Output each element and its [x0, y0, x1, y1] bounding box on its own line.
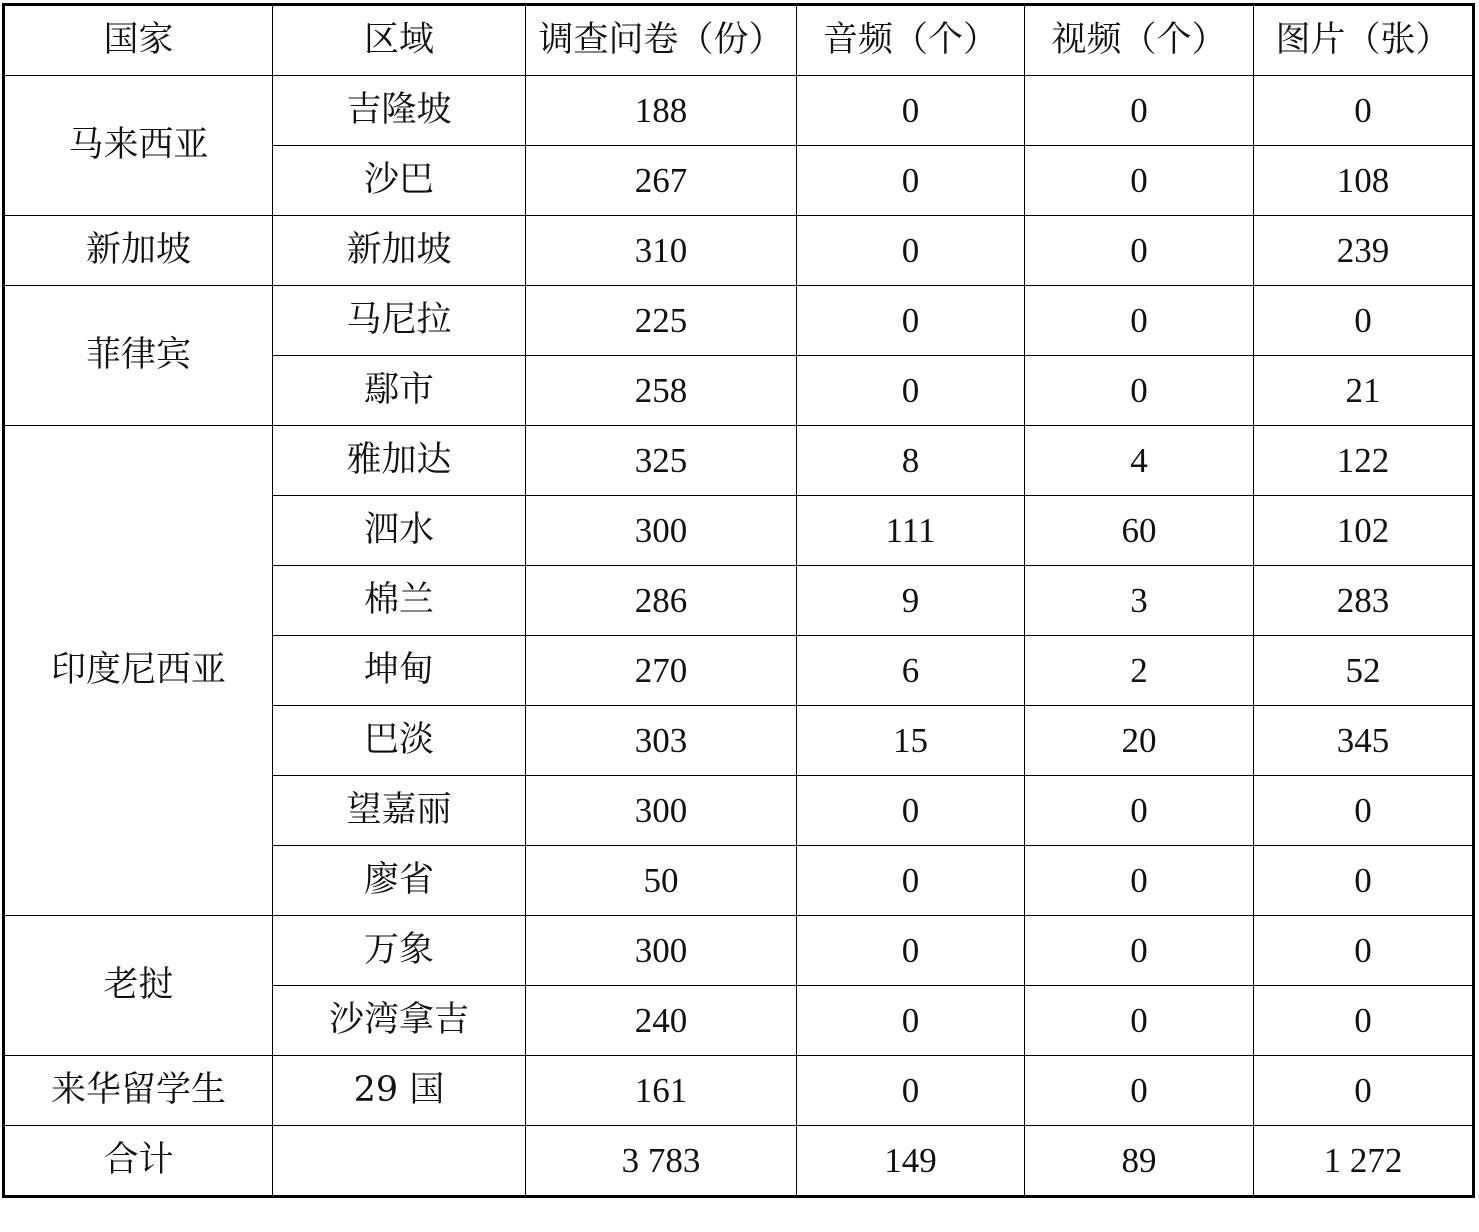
- surveys-cell: 50: [526, 846, 797, 916]
- surveys-cell: 161: [526, 1056, 797, 1126]
- video-cell: 20: [1025, 706, 1254, 776]
- region-cell: 吉隆坡: [273, 76, 526, 146]
- region-cell: 马尼拉: [273, 286, 526, 356]
- audio-cell: 0: [797, 846, 1025, 916]
- audio-cell: 0: [797, 286, 1025, 356]
- table-row: [4, 1056, 1474, 1126]
- surveys-cell: 303: [526, 706, 797, 776]
- images-cell: 0: [1254, 76, 1474, 146]
- survey-data-table-container: [2, 3, 1475, 1198]
- video-cell: 0: [1025, 146, 1254, 216]
- audio-cell: 15: [797, 706, 1025, 776]
- video-cell: 0: [1025, 916, 1254, 986]
- surveys-cell: 225: [526, 286, 797, 356]
- images-cell: 102: [1254, 496, 1474, 566]
- country-cell: 来华留学生: [4, 1056, 273, 1126]
- region-cell: 廖省: [273, 846, 526, 916]
- images-cell: 0: [1254, 1056, 1474, 1126]
- country-cell: 菲律宾: [4, 286, 273, 426]
- images-cell: 0: [1254, 916, 1474, 986]
- images-cell: 283: [1254, 566, 1474, 636]
- audio-cell: 111: [797, 496, 1025, 566]
- country-cell: 印度尼西亚: [4, 426, 273, 916]
- images-cell: 52: [1254, 636, 1474, 706]
- video-cell: 0: [1025, 356, 1254, 426]
- country-cell: 老挝: [4, 916, 273, 1056]
- images-cell: 0: [1254, 846, 1474, 916]
- region-cell: 巴淡: [273, 706, 526, 776]
- total-label: 合计: [4, 1126, 273, 1197]
- region-cell: 万象: [273, 916, 526, 986]
- region-cell: 沙湾拿吉: [273, 986, 526, 1056]
- surveys-cell: 300: [526, 916, 797, 986]
- audio-cell: 0: [797, 146, 1025, 216]
- region-cell: 沙巴: [273, 146, 526, 216]
- region-cell: 雅加达: [273, 426, 526, 496]
- region-cell: 泗水: [273, 496, 526, 566]
- video-cell: 0: [1025, 216, 1254, 286]
- images-cell: 345: [1254, 706, 1474, 776]
- total-surveys-cell: 3 783: [526, 1126, 797, 1197]
- header-video: 视频（个）: [1025, 5, 1254, 76]
- surveys-cell: 286: [526, 566, 797, 636]
- audio-cell: 0: [797, 776, 1025, 846]
- table-row: [4, 916, 1474, 986]
- video-cell: 3: [1025, 566, 1254, 636]
- surveys-cell: 325: [526, 426, 797, 496]
- images-cell: 122: [1254, 426, 1474, 496]
- surveys-cell: 270: [526, 636, 797, 706]
- total-images-cell: 1 272: [1254, 1126, 1474, 1197]
- surveys-cell: 267: [526, 146, 797, 216]
- images-cell: 108: [1254, 146, 1474, 216]
- video-cell: 0: [1025, 776, 1254, 846]
- surveys-cell: 310: [526, 216, 797, 286]
- region-cell: 29 国: [273, 1056, 526, 1126]
- total-video-cell: 89: [1025, 1126, 1254, 1197]
- images-cell: 239: [1254, 216, 1474, 286]
- region-cell: 棉兰: [273, 566, 526, 636]
- video-cell: 0: [1025, 286, 1254, 356]
- images-cell: 0: [1254, 986, 1474, 1056]
- header-surveys: 调查问卷（份）: [526, 5, 797, 76]
- country-cell: 马来西亚: [4, 76, 273, 216]
- audio-cell: 6: [797, 636, 1025, 706]
- images-cell: 0: [1254, 776, 1474, 846]
- audio-cell: 9: [797, 566, 1025, 636]
- audio-cell: 0: [797, 356, 1025, 426]
- region-cell: 新加坡: [273, 216, 526, 286]
- total-region-cell: [273, 1126, 526, 1197]
- audio-cell: 8: [797, 426, 1025, 496]
- images-cell: 0: [1254, 286, 1474, 356]
- region-cell: 坤甸: [273, 636, 526, 706]
- video-cell: 0: [1025, 76, 1254, 146]
- surveys-cell: 300: [526, 496, 797, 566]
- surveys-cell: 240: [526, 986, 797, 1056]
- video-cell: 60: [1025, 496, 1254, 566]
- table-body: [4, 5, 1474, 1197]
- table-row: [4, 216, 1474, 286]
- table-row: [4, 286, 1474, 356]
- region-cell: 鄢市: [273, 356, 526, 426]
- video-cell: 4: [1025, 426, 1254, 496]
- total-row: [4, 1126, 1474, 1197]
- images-cell: 21: [1254, 356, 1474, 426]
- video-cell: 0: [1025, 846, 1254, 916]
- total-audio-cell: 149: [797, 1126, 1025, 1197]
- header-images: 图片（张）: [1254, 5, 1474, 76]
- video-cell: 0: [1025, 1056, 1254, 1126]
- surveys-cell: 258: [526, 356, 797, 426]
- header-region: 区域: [273, 5, 526, 76]
- audio-cell: 0: [797, 916, 1025, 986]
- surveys-cell: 300: [526, 776, 797, 846]
- video-cell: 2: [1025, 636, 1254, 706]
- table-row: [4, 76, 1474, 146]
- audio-cell: 0: [797, 986, 1025, 1056]
- audio-cell: 0: [797, 76, 1025, 146]
- header-country: 国家: [4, 5, 273, 76]
- audio-cell: 0: [797, 216, 1025, 286]
- header-row: [4, 5, 1474, 76]
- region-cell: 望嘉丽: [273, 776, 526, 846]
- survey-data-table: [2, 3, 1475, 1198]
- table-row: [4, 426, 1474, 496]
- video-cell: 0: [1025, 986, 1254, 1056]
- header-audio: 音频（个）: [797, 5, 1025, 76]
- surveys-cell: 188: [526, 76, 797, 146]
- audio-cell: 0: [797, 1056, 1025, 1126]
- country-cell: 新加坡: [4, 216, 273, 286]
